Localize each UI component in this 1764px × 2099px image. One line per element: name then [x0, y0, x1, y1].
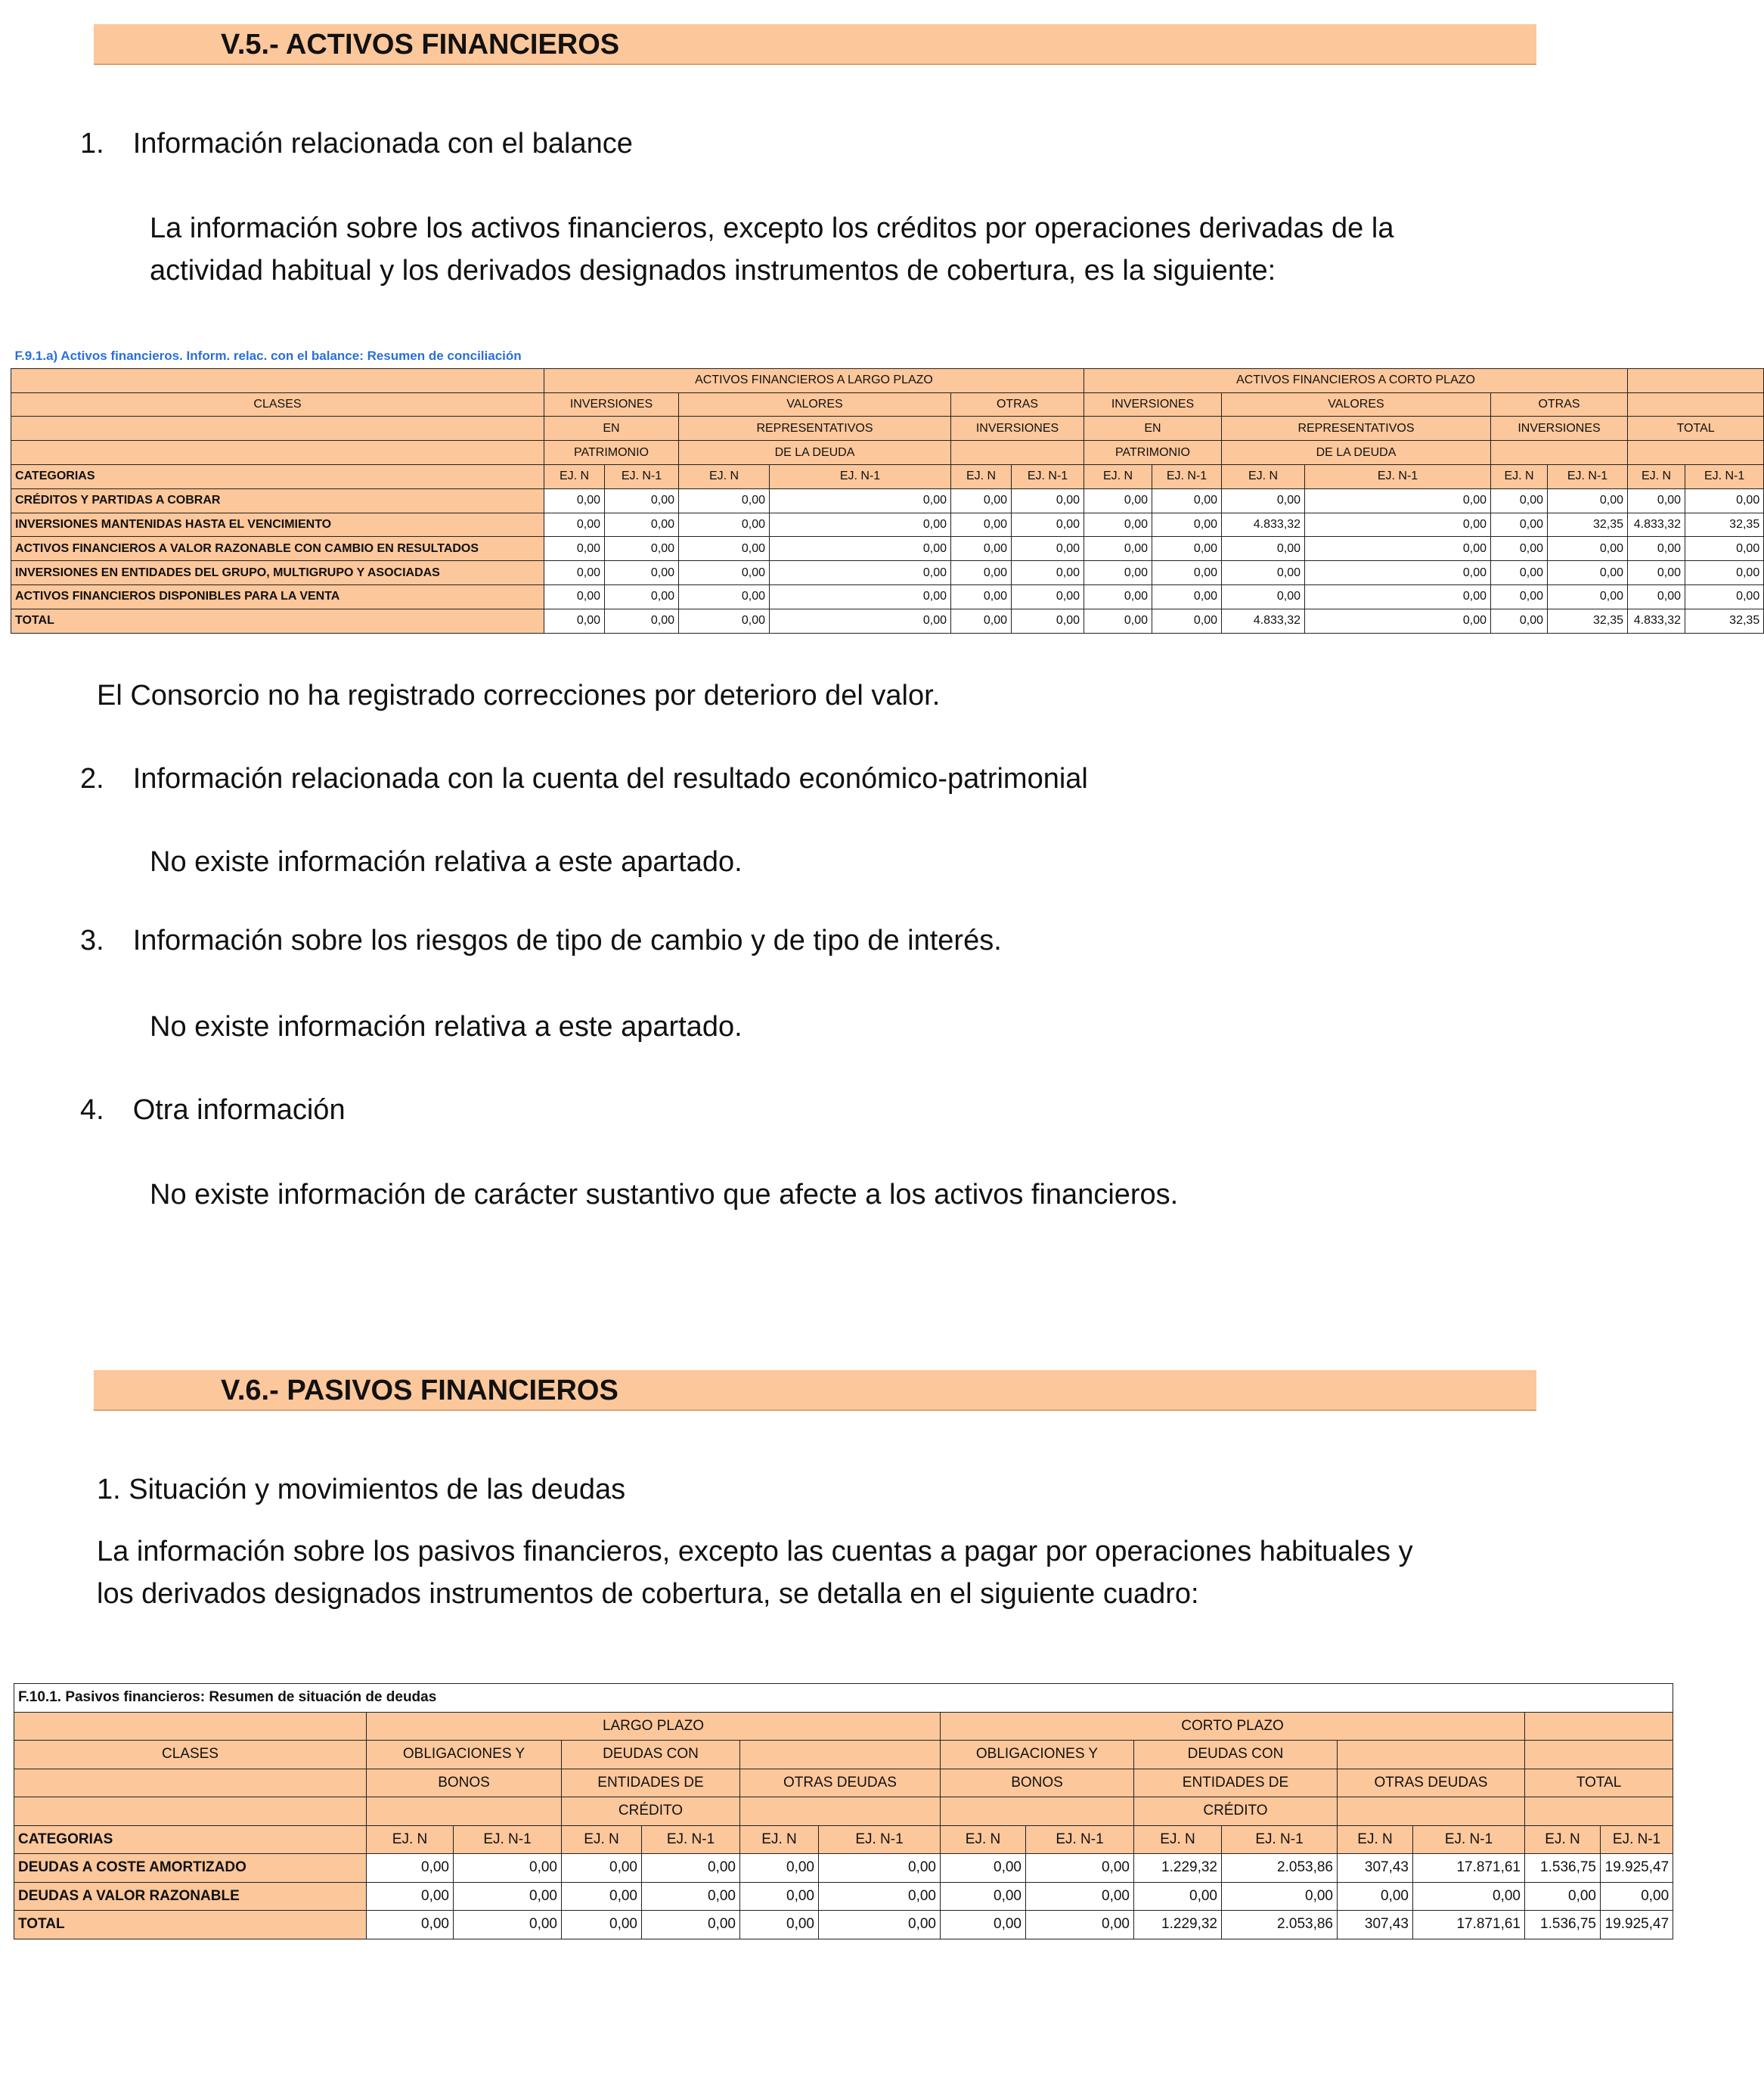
table-cell: 0,00 [1084, 609, 1152, 633]
table-row [14, 1882, 1673, 1911]
header-valores: VALORES [1222, 392, 1491, 417]
table-cell: 1.536,75 [1525, 1911, 1601, 1939]
table-cell: 32,35 [1548, 609, 1628, 633]
table-cell: 0,00 [605, 488, 679, 513]
deudas-heading: 1. Situación y movimientos de las deudas [97, 1474, 626, 1505]
table-cell: 0,00 [1152, 513, 1222, 537]
table-caption: F.10.1. Pasivos financieros: Resumen de situación de deudas [14, 1684, 1673, 1713]
row-label: DEUDAS A COSTE AMORTIZADO [14, 1854, 367, 1883]
table-cell: 0,00 [1491, 488, 1548, 513]
row-label: INVERSIONES MANTENIDAS HASTA EL VENCIMIENTO [11, 513, 544, 537]
header-ej-n-1: EJ. N-1 [1026, 1825, 1134, 1854]
table-cell: 0,00 [544, 609, 605, 633]
table-row [11, 609, 1764, 633]
header-deudas-con: DEUDAS CON [1134, 1741, 1338, 1769]
item-3-text: No existe información relativa a este apartado. [150, 1011, 742, 1043]
table-cell: 0,00 [1152, 584, 1222, 609]
table-cell: 0,00 [367, 1882, 454, 1911]
header-ej-n-1: EJ. N-1 [819, 1825, 941, 1854]
table-cell: 0,00 [1548, 561, 1628, 585]
table-cell: 0,00 [1152, 537, 1222, 561]
table-cell: 1.229,32 [1134, 1854, 1222, 1883]
table-cell: 0,00 [1012, 537, 1084, 561]
header-inversiones-otras: INVERSIONES [951, 417, 1084, 441]
table-cell: 0,00 [544, 488, 605, 513]
header-categorias: CATEGORIAS [14, 1825, 367, 1854]
header-otras: OTRAS [1491, 392, 1628, 417]
header-ej-n: EJ. N [1628, 464, 1685, 488]
table-cell: 0,00 [679, 561, 770, 585]
pasivos-financieros-table [14, 1683, 1673, 1939]
header-clases: CLASES [11, 392, 544, 417]
table-cell: 0,00 [1084, 513, 1152, 537]
activos-intro: La información sobre los activos financieros, excepto los créditos por operaciones derivadas de la actividad habitual y los derivados designados instrumentos de cobertura, es la siguiente: [150, 212, 1394, 287]
table-cell: 17.871,61 [1413, 1911, 1525, 1939]
header-ej-n: EJ. N [367, 1825, 454, 1854]
table-cell: 0,00 [1084, 561, 1152, 585]
header-ej-n-1: EJ. N-1 [605, 464, 679, 488]
header-obligaciones: OBLIGACIONES Y [941, 1741, 1134, 1769]
header-inversiones: INVERSIONES [544, 392, 679, 417]
table-cell: 0,00 [770, 488, 951, 513]
table-cell: 1.229,32 [1134, 1911, 1222, 1939]
table-cell: 0,00 [740, 1882, 819, 1911]
header-ej-n-1: EJ. N-1 [1222, 1825, 1338, 1854]
header-ej-n-1: EJ. N-1 [1601, 1825, 1673, 1854]
table-cell: 0,00 [1222, 584, 1305, 609]
table-cell: 0,00 [562, 1911, 642, 1939]
table-cell: 0,00 [1084, 584, 1152, 609]
header-bonos: BONOS [941, 1769, 1134, 1797]
table-cell: 0,00 [642, 1882, 740, 1911]
header-representativos: REPRESENTATIVOS [1222, 417, 1491, 441]
table-cell: 0,00 [819, 1911, 941, 1939]
header-total: TOTAL [1525, 1769, 1673, 1797]
header-de-la-deuda: DE LA DEUDA [679, 441, 951, 465]
header-ej-n-1: EJ. N-1 [1012, 464, 1084, 488]
table-cell: 0,00 [1012, 513, 1084, 537]
table-cell: 0,00 [454, 1882, 562, 1911]
table-row [14, 1825, 1673, 1854]
header-ej-n-1: EJ. N-1 [770, 464, 951, 488]
table-cell: 19.925,47 [1601, 1911, 1673, 1939]
header-patrimonio: PATRIMONIO [544, 441, 679, 465]
header-ej-n: EJ. N [562, 1825, 642, 1854]
table-cell: 0,00 [1685, 488, 1764, 513]
header-largo-plazo: LARGO PLAZO [367, 1712, 941, 1741]
table-cell: 0,00 [770, 561, 951, 585]
table-cell: 0,00 [605, 561, 679, 585]
table-cell: 0,00 [1012, 609, 1084, 633]
table-cell: 0,00 [1222, 488, 1305, 513]
table-cell: 0,00 [1525, 1882, 1601, 1911]
table-cell: 0,00 [1601, 1882, 1673, 1911]
header-ej-n: EJ. N [941, 1825, 1026, 1854]
table-cell: 0,00 [1628, 584, 1685, 609]
table-cell: 0,00 [454, 1911, 562, 1939]
table-cell: 0,00 [1491, 537, 1548, 561]
table-cell: 0,00 [562, 1882, 642, 1911]
item-4-heading: 4. Otra información [80, 1094, 346, 1126]
table-row [11, 464, 1764, 488]
table-cell: 0,00 [819, 1854, 941, 1883]
item-4-text: No existe información de carácter sustantivo que afecte a los activos financieros. [150, 1179, 1179, 1211]
table-cell: 0,00 [544, 584, 605, 609]
table-caption: F.9.1.a) Activos financieros. Inform. relac. con el balance: Resumen de conciliación [11, 345, 1764, 368]
header-patrimonio: PATRIMONIO [1084, 441, 1222, 465]
table-cell: 0,00 [1491, 609, 1548, 633]
header-deudas-con: DEUDAS CON [562, 1741, 740, 1769]
header-ej-n-1: EJ. N-1 [1685, 464, 1764, 488]
table-cell: 0,00 [1222, 1882, 1338, 1911]
table-cell: 0,00 [1685, 537, 1764, 561]
table-cell: 0,00 [770, 609, 951, 633]
header-clases: CLASES [14, 1741, 367, 1769]
table-cell: 0,00 [1338, 1882, 1413, 1911]
header-otras: OTRAS [951, 392, 1084, 417]
table-cell: 0,00 [770, 513, 951, 537]
table-cell: 0,00 [605, 537, 679, 561]
row-label: TOTAL [14, 1911, 367, 1939]
table-cell: 307,43 [1338, 1911, 1413, 1939]
row-label: ACTIVOS FINANCIEROS A VALOR RAZONABLE CON CAMBIO EN RESULTADOS [11, 537, 544, 561]
table-cell: 0,00 [367, 1854, 454, 1883]
table-cell: 0,00 [1305, 537, 1491, 561]
table-cell: 0,00 [1491, 513, 1548, 537]
header-ej-n-1: EJ. N-1 [642, 1825, 740, 1854]
table-cell: 2.053,86 [1222, 1854, 1338, 1883]
table-cell: 0,00 [770, 584, 951, 609]
table-cell: 307,43 [1338, 1854, 1413, 1883]
table-cell: 0,00 [941, 1911, 1026, 1939]
table-cell: 0,00 [1628, 488, 1685, 513]
section-6-title: V.6.- PASIVOS FINANCIEROS [221, 1375, 618, 1406]
table-cell: 0,00 [951, 537, 1012, 561]
table-cell: 0,00 [642, 1911, 740, 1939]
table-cell: 0,00 [1548, 488, 1628, 513]
table-cell: 0,00 [1222, 537, 1305, 561]
table-cell: 32,35 [1685, 609, 1764, 633]
item-2-text: No existe información relativa a este apartado. [150, 846, 742, 878]
table-cell: 19.925,47 [1601, 1854, 1673, 1883]
table-cell: 0,00 [562, 1854, 642, 1883]
section-5-title: V.5.- ACTIVOS FINANCIEROS [221, 29, 620, 60]
table-cell: 0,00 [1548, 537, 1628, 561]
header-inversiones-otras: INVERSIONES [1491, 417, 1628, 441]
header-ej-n-1: EJ. N-1 [1305, 464, 1491, 488]
table-cell: 0,00 [951, 488, 1012, 513]
table-cell: 0,00 [1152, 561, 1222, 585]
header-inversiones: INVERSIONES [1084, 392, 1222, 417]
table-row [11, 537, 1764, 561]
table-cell: 0,00 [1491, 561, 1548, 585]
header-ej-n: EJ. N [544, 464, 605, 488]
table-cell: 0,00 [1026, 1911, 1134, 1939]
header-ej-n: EJ. N [1525, 1825, 1601, 1854]
table-cell: 0,00 [951, 609, 1012, 633]
table-row [14, 1854, 1673, 1883]
row-label: ACTIVOS FINANCIEROS DISPONIBLES PARA LA VENTA [11, 584, 544, 609]
header-ej-n: EJ. N [740, 1825, 819, 1854]
table-cell: 0,00 [740, 1854, 819, 1883]
item-2-heading: 2. Información relacionada con la cuenta del resultado económico-patrimonial [80, 763, 1088, 795]
header-total: TOTAL [1628, 417, 1764, 441]
table-cell: 0,00 [605, 513, 679, 537]
table-cell: 0,00 [951, 513, 1012, 537]
table-cell: 0,00 [679, 488, 770, 513]
table-cell: 0,00 [1491, 584, 1548, 609]
header-bonos: BONOS [367, 1769, 562, 1797]
table-cell: 4.833,32 [1222, 609, 1305, 633]
table-cell: 2.053,86 [1222, 1911, 1338, 1939]
header-representativos: REPRESENTATIVOS [679, 417, 951, 441]
table-cell: 0,00 [1134, 1882, 1222, 1911]
header-valores: VALORES [679, 392, 951, 417]
header-credito: CRÉDITO [562, 1797, 740, 1826]
table-cell: 32,35 [1548, 513, 1628, 537]
table-cell: 0,00 [1685, 584, 1764, 609]
header-otras-deudas: OTRAS DEUDAS [740, 1769, 941, 1797]
item-1-heading: 1. Información relacionada con el balance [80, 128, 633, 160]
table-cell: 0,00 [605, 609, 679, 633]
table-cell: 0,00 [1084, 488, 1152, 513]
header-de-la-deuda: DE LA DEUDA [1222, 441, 1491, 465]
header-en: EN [1084, 417, 1222, 441]
header-ej-n-1: EJ. N-1 [454, 1825, 562, 1854]
table-cell: 0,00 [679, 513, 770, 537]
table-cell: 0,00 [1305, 513, 1491, 537]
header-credito: CRÉDITO [1134, 1797, 1338, 1826]
pasivos-intro: La información sobre los pasivos financieros, excepto las cuentas a pagar por operaciones habituales y los derivados designados instrumentos de cobertura, se detalla en el siguiente cuadro: [97, 1536, 1413, 1610]
table-cell: 0,00 [454, 1854, 562, 1883]
table-cell: 0,00 [1012, 488, 1084, 513]
table-cell: 0,00 [1413, 1882, 1525, 1911]
table-cell: 0,00 [941, 1882, 1026, 1911]
table-cell: 0,00 [679, 537, 770, 561]
table-cell: 0,00 [605, 584, 679, 609]
table-cell: 0,00 [679, 584, 770, 609]
table-cell: 0,00 [1222, 561, 1305, 585]
header-obligaciones: OBLIGACIONES Y [367, 1741, 562, 1769]
header-ej-n: EJ. N [1491, 464, 1548, 488]
header-ej-n: EJ. N [679, 464, 770, 488]
activos-financieros-table [11, 345, 1764, 634]
table-cell: 0,00 [642, 1854, 740, 1883]
header-en: EN [544, 417, 679, 441]
table-cell: 0,00 [1628, 537, 1685, 561]
row-label: CRÉDITOS Y PARTIDAS A COBRAR [11, 488, 544, 513]
table-cell: 0,00 [770, 537, 951, 561]
header-ej-n-1: EJ. N-1 [1413, 1825, 1525, 1854]
section-5-banner [94, 24, 1536, 65]
table-cell: 0,00 [1152, 488, 1222, 513]
header-corto-plazo: CORTO PLAZO [941, 1712, 1525, 1741]
header-ej-n: EJ. N [951, 464, 1012, 488]
header-otras-deudas: OTRAS DEUDAS [1338, 1769, 1525, 1797]
table-row [11, 488, 1764, 513]
table-cell: 0,00 [1026, 1854, 1134, 1883]
table-cell: 17.871,61 [1413, 1854, 1525, 1883]
table-row [11, 513, 1764, 537]
table-cell: 0,00 [951, 561, 1012, 585]
header-largo-plazo: ACTIVOS FINANCIEROS A LARGO PLAZO [544, 368, 1084, 392]
table-cell: 0,00 [941, 1854, 1026, 1883]
table-cell: 0,00 [1548, 584, 1628, 609]
table-cell: 0,00 [819, 1882, 941, 1911]
table-cell: 0,00 [1305, 609, 1491, 633]
table-cell: 0,00 [740, 1911, 819, 1939]
header-corto-plazo: ACTIVOS FINANCIEROS A CORTO PLAZO [1084, 368, 1628, 392]
table-cell: 0,00 [544, 513, 605, 537]
table-cell: 0,00 [1305, 584, 1491, 609]
table-cell: 0,00 [1305, 488, 1491, 513]
header-ej-n: EJ. N [1084, 464, 1152, 488]
table-cell: 0,00 [1012, 561, 1084, 585]
header-ej-n: EJ. N [1134, 1825, 1222, 1854]
table-cell: 0,00 [951, 584, 1012, 609]
table-cell: 0,00 [1685, 561, 1764, 585]
header-ej-n: EJ. N [1338, 1825, 1413, 1854]
deterioro-note: El Consorcio no ha registrado correcciones por deterioro del valor. [97, 680, 941, 712]
row-label: TOTAL [11, 609, 544, 633]
table-cell: 0,00 [1012, 584, 1084, 609]
header-categorias: CATEGORIAS [11, 464, 544, 488]
section-6-banner [94, 1370, 1536, 1411]
table-cell: 4.833,32 [1222, 513, 1305, 537]
table-row [11, 584, 1764, 609]
table-row [11, 561, 1764, 585]
table-cell: 0,00 [1152, 609, 1222, 633]
table-cell: 0,00 [544, 561, 605, 585]
table-cell: 0,00 [1026, 1882, 1134, 1911]
header-ej-n-1: EJ. N-1 [1548, 464, 1628, 488]
table-cell: 0,00 [1305, 561, 1491, 585]
table-cell: 4.833,32 [1628, 513, 1685, 537]
header-ej-n-1: EJ. N-1 [1152, 464, 1222, 488]
row-label: DEUDAS A VALOR RAZONABLE [14, 1882, 367, 1911]
header-ej-n: EJ. N [1222, 464, 1305, 488]
table-cell: 4.833,32 [1628, 609, 1685, 633]
table-row [14, 1911, 1673, 1939]
table-cell: 1.536,75 [1525, 1854, 1601, 1883]
table-cell: 0,00 [1628, 561, 1685, 585]
row-label: INVERSIONES EN ENTIDADES DEL GRUPO, MULTIGRUPO Y ASOCIADAS [11, 561, 544, 585]
table-cell: 32,35 [1685, 513, 1764, 537]
table-cell: 0,00 [679, 609, 770, 633]
table-cell: 0,00 [367, 1911, 454, 1939]
table-cell: 0,00 [544, 537, 605, 561]
header-entidades-de: ENTIDADES DE [562, 1769, 740, 1797]
header-entidades-de: ENTIDADES DE [1134, 1769, 1338, 1797]
table-cell: 0,00 [1084, 537, 1152, 561]
item-3-heading: 3. Información sobre los riesgos de tipo de cambio y de tipo de interés. [80, 925, 1002, 956]
